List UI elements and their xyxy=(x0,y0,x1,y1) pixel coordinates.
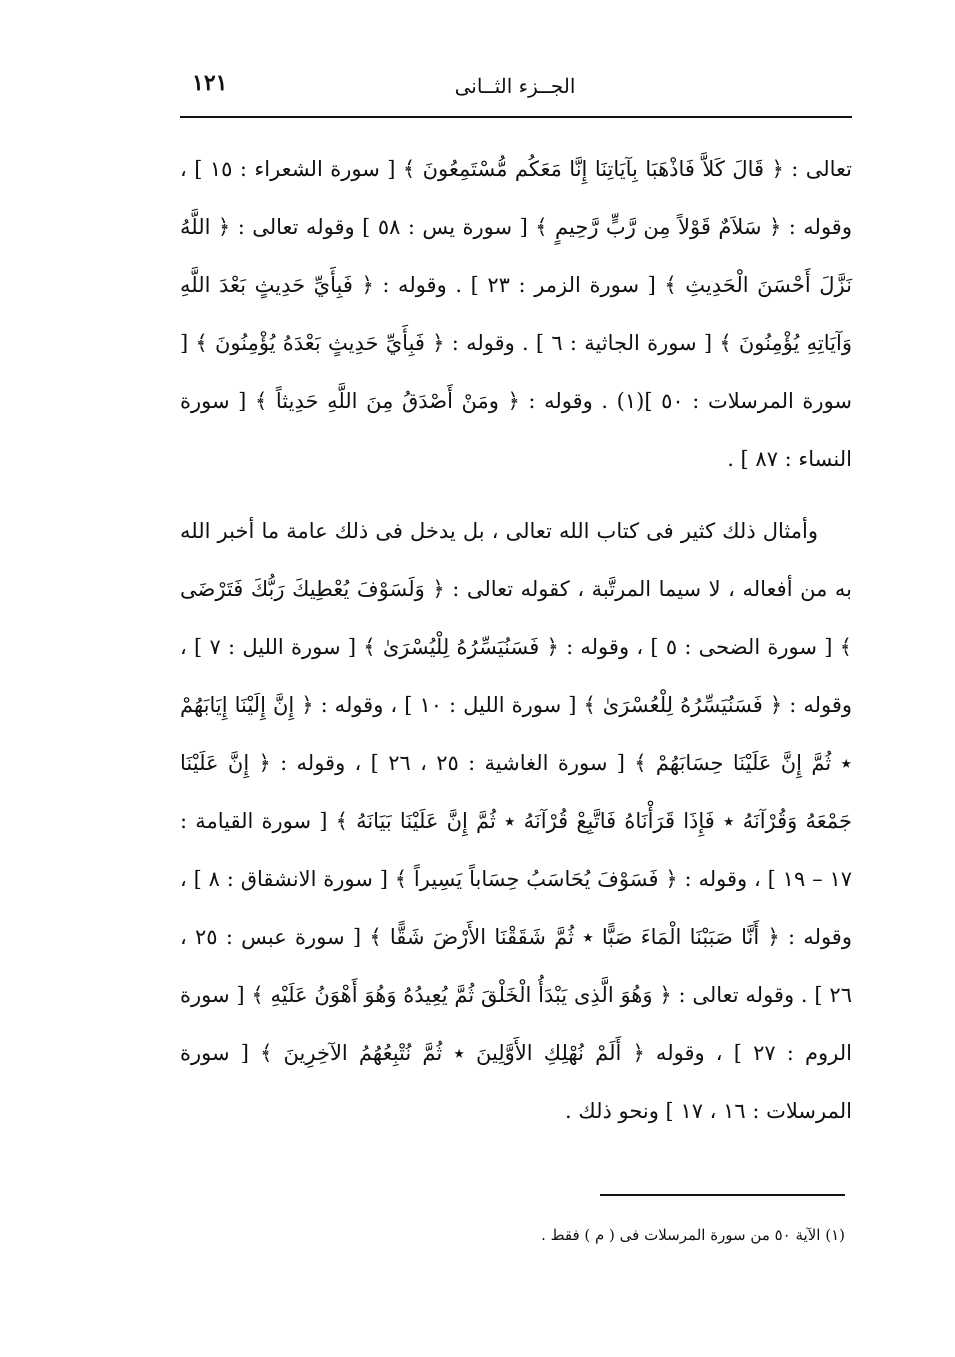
text-line: الغاشية : ٢٥ ، ٢٦ ] ، وقوله : ﴿ إِنَّ عَلَيْنَا جَمْعَهُ وَقُرْآنَهُ ٭ فَإِذَا قَرَأْنَاهُ xyxy=(180,751,852,833)
header-rule xyxy=(180,116,852,118)
body-text xyxy=(180,140,852,1140)
text-line: [ سورة الروم : ٢٧ ] ، وقوله ﴿ أَلَمْ نُهْلِكِ الأَوَّلِينَ ٭ ثُمَّ نُتْبِعُهُمُ الآخِرِينَ ﴾ xyxy=(180,983,852,1065)
text-line: وقوله تعالى : ﴿ وَهُوَ الَّذِى يَبْدَأُ الْخَلْقَ ثُمَّ يُعِيدُهُ وَهُوَ أَهْوَنُ عَلَيْهِ ﴾ xyxy=(251,983,795,1007)
text-line: [ سورة المرسلات : ١٦ ، ١٧ ] ونحو ذلك . xyxy=(180,1041,852,1123)
footnote-rule xyxy=(600,1194,845,1196)
text-line: صَبَبْنَا الْمَاءَ صَبًّا ٭ ثُمَّ شَقَقْنَا الأَرْضَ شَقًّا ﴾ [ سورة عبس : ٢٥ ، ٢٦ ] . xyxy=(180,925,852,1007)
text-line: الليل : ١٠ ] ، وقوله : ﴿ إِنَّ إِلَيْنَا إِيَابَهُمْ ٭ ثُمَّ إِنَّ عَلَيْنَا حِسَابَهُمْ ﴾ [ سورة xyxy=(180,693,852,775)
text-line: تعالى : ﴿ اللَّهُ نَزَّلَ أَحْسَنَ الْحَدِيثِ ﴾ [ سورة الزمر : ٢٣ ] . وقوله : xyxy=(180,215,852,297)
page-header xyxy=(180,60,850,110)
text-line: فَاتَّبِعْ قُرْآنَهُ ٭ ثُمَّ إِنَّ عَلَيْنَا بَيَانَهُ ﴾ [ سورة القيامة : ١٧ – ١٩ ] ، وقوله : xyxy=(180,809,852,891)
page-number: ١٢١ xyxy=(192,70,228,96)
text-line: ﴿ فَبِأَيِّ حَدِيثٍ بَعْدَهُ يُؤْمِنُونَ ﴾ [ سورة المرسلات : ٥٠ ](١) . وقوله : xyxy=(180,331,853,413)
text-line: ١٥ ] ، وقوله : ﴿ سَلاَمٌ قَوْلاً مِن رَّبٍّ رَّحِيمٍ ﴾ [ سورة يس : ٥٨ ] وقوله xyxy=(180,157,852,239)
text-line: يُعْطِيكَ رَبُّكَ فَتَرْضَى ﴾ [ سورة الضحى : ٥ ] ، وقوله : ﴿ فَسَنُيَسِّرُهُ xyxy=(180,577,852,659)
text-line: ﴿ ومَنْ أَصْدَقُ مِنَ اللَّهِ حَدِيثاً ﴾ [ سورة النساء : ٨٧ ] . xyxy=(180,389,852,471)
text-line: ﴿ فَبِأَيِّ حَدِيثٍ بَعْدَ اللَّهِ وَآيَاتِهِ يُؤْمِنُونَ ﴾ [ سورة الجاثية : ٦ ] . وقوله : xyxy=(180,273,852,355)
paragraph-1 xyxy=(180,140,852,488)
text-line: أخبر الله به من أفعاله ، لا سيما المرتَّبة ، كقوله تعالى : ﴿ وَلَسَوْفَ xyxy=(180,519,852,601)
text-line: ﴿ فَسَوْفَ يُحَاسَبُ حِسَاباً يَسِيراً ﴾ [ سورة الانشقاق : ٨ ] ، وقوله : ﴿ أَنَّا xyxy=(180,867,852,949)
text-line: تعالى : ﴿ قَالَ كَلاَّ فَاذْهَبَا بِآيَاتِنَا إِنَّا مَعَكُم مُّسْتَمِعُونَ ﴾ [ سورة الشعراء : xyxy=(239,157,852,181)
text-line: لِلْيُسْرَىٰ ﴾ [ سورة الليل : ٧ ] ، وقوله : ﴿ فَسَنُيَسِّرُهُ لِلْعُسْرَىٰ ﴾ [ سورة xyxy=(180,635,853,717)
running-head: الجــزء الثــانى xyxy=(454,74,576,98)
footnote: (١) الآية ٥٠ من سورة المرسلات فى ( م ) فقط . xyxy=(541,1226,845,1244)
text-line: وأمثال ذلك كثير فى كتاب الله تعالى ، بل يدخل فى ذلك عامة ما xyxy=(261,519,818,543)
paragraph-2 xyxy=(180,502,852,1140)
